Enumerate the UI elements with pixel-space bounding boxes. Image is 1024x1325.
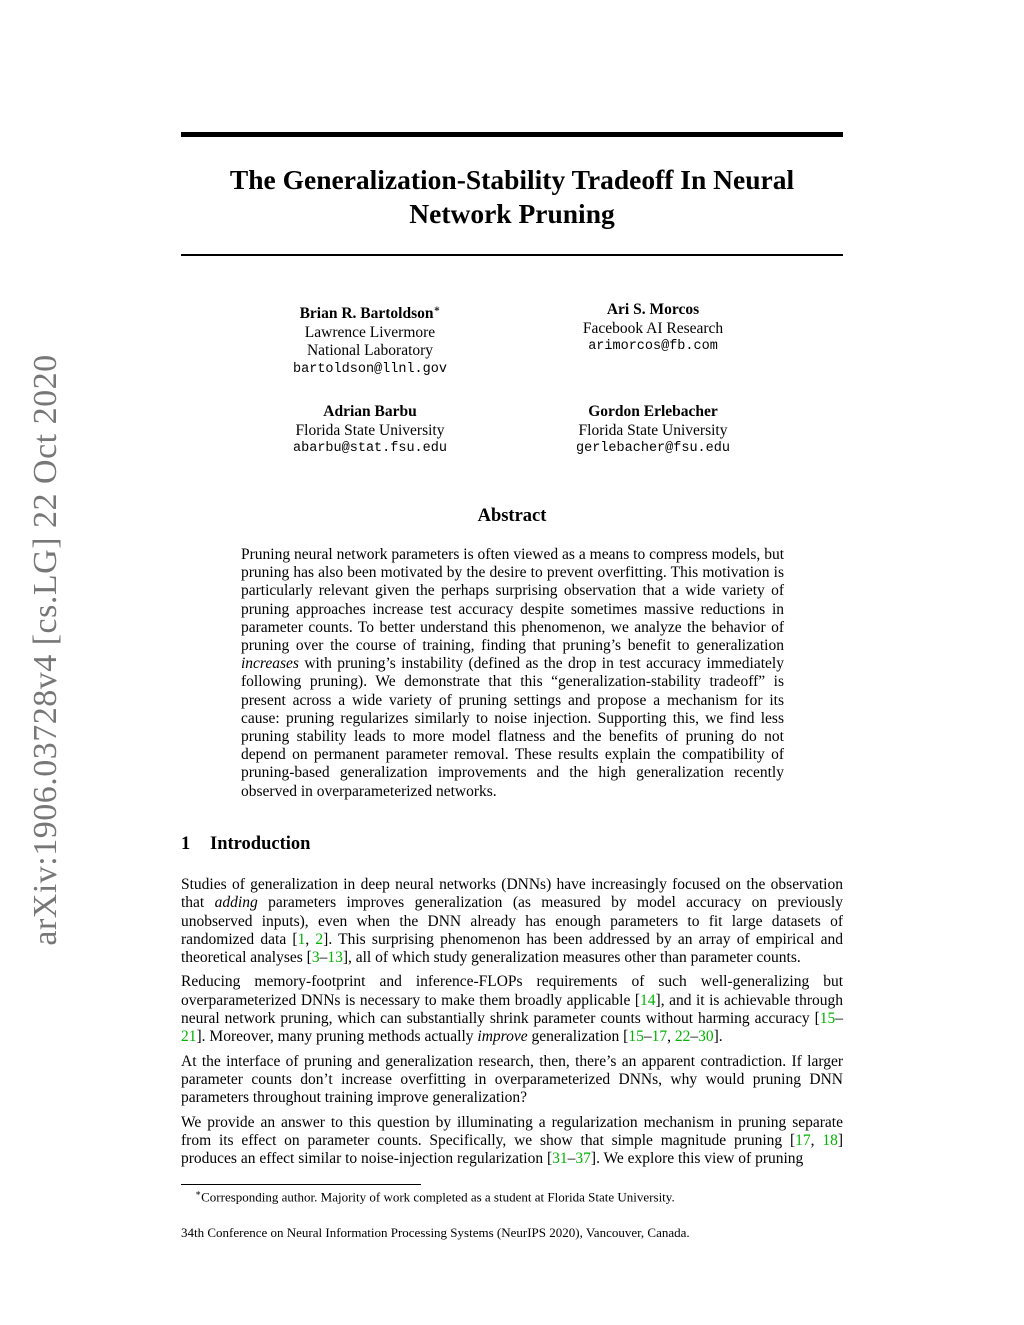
venue-note: 34th Conference on Neural Information Processing Systems (NeurIPS 2020), Vancouver, Canada. (181, 1225, 690, 1240)
paper-title (181, 163, 843, 231)
citation-link[interactable]: 31 (552, 1150, 568, 1168)
paragraph-2: Reducing memory-footprint and inference-FLOPs requirements of such well-generalizing but overparameterized DNNs is necessary to make them broadly applicable [14], and it is achievable through neural network pruning, which can substantially shrink parameter counts without harming accuracy [15–21]. Moreover, many pruning methods actually improve generalization [15–17, 22–30]. (181, 973, 843, 1046)
author-name: Gordon Erlebacher (588, 403, 718, 420)
section-heading (181, 834, 310, 855)
citation-link[interactable]: 13 (327, 949, 343, 967)
citation-link[interactable]: 1 (297, 930, 306, 948)
section-title: Introduction (210, 834, 311, 854)
author-email[interactable]: abarbu@stat.fsu.edu (293, 441, 447, 456)
title-bottom-rule (181, 254, 843, 256)
citation-link[interactable]: 15 (628, 1028, 644, 1046)
author-affiliation: Facebook AI Research (582, 319, 724, 337)
footnote (181, 1188, 843, 1205)
footnote-rule (181, 1184, 421, 1185)
author-block-2 (503, 301, 803, 357)
body-text (181, 876, 843, 1174)
citation-link[interactable]: 17 (795, 1131, 811, 1149)
citation-link[interactable]: 21 (181, 1028, 197, 1046)
author-email[interactable]: bartoldson@llnl.gov (293, 361, 447, 377)
author-affiliation: National Laboratory (306, 342, 434, 360)
author-block-4 (503, 403, 803, 459)
author-email[interactable]: arimorcos@fb.com (588, 339, 718, 354)
citation-link[interactable]: 30 (698, 1028, 714, 1046)
citation-link[interactable]: 17 (651, 1028, 668, 1046)
author-affiliation: Lawrence Livermore (304, 323, 436, 341)
author-block-3 (220, 403, 520, 459)
citation-link[interactable]: 22 (674, 1028, 691, 1046)
section-number: 1 (181, 834, 191, 854)
paragraph-4: We provide an answer to this question by illuminating a regularization mechanism in pruning separate from its effect on parameter counts. Specifically, we show that simple magnitude pruning [17, 18] produces an effect similar to noise-injection regularization [31–37]. We explore this view of pruning (181, 1113, 843, 1168)
arxiv-stamp: arXiv:1906.03728v4 [cs.LG] 22 Oct 2020 (27, 354, 64, 946)
abstract-text: Pruning neural network parameters is often viewed as a means to compress models, but pruning has also been motivated by the desire to prevent overfitting. This motivation is particularly relevant given the perhaps surprising observation that a wide variety of pruning approaches increase test accuracy despite sometimes massive reductions in parameter counts. To better understand this phenomenon, we analyze the behavior of pruning over the course of training, finding that pruning’s benefit to generalization increases with pruning’s instability (defined as the drop in test accuracy immediately following pruning). We demonstrate that this “generalization-stability tradeoff” is present across a wide variety of pruning settings and propose a mechanism for its cause: pruning regularizes similarly to noise injection. Supporting this, we find less pruning stability leads to more model flatness and the benefits of pruning do not depend on permanent parameter removal. These results explain the compatibility of pruning-based generalization improvements and the high generalization recently observed in overparameterized networks. (241, 546, 784, 800)
paragraph-1: Studies of generalization in deep neural networks (DNNs) have increasingly focused on the observation that adding parameters improves generalization (as measured by model accuracy on previously unobserved inputs), even when the DNN already has enough parameters to fit large datasets of randomized data [1, 2]. This surprising phenomenon has been addressed by an array of empirical and theoretical analyses [3–13], all of which study generalization measures other than parameter counts. (181, 876, 843, 967)
citation-link[interactable]: 14 (640, 991, 656, 1009)
citation-link[interactable]: 37 (575, 1150, 591, 1168)
paragraph-3: At the interface of pruning and generalization research, then, there’s an apparent contradiction. If larger parameter counts don’t increase overfitting in overparameterized DNNs, why would pruning DNN parameters throughout training improve generalization? (181, 1052, 843, 1107)
footnote-marker: ∗ (195, 1188, 202, 1198)
author-name: Brian R. Bartoldson (299, 305, 434, 323)
citation-link[interactable]: 18 (822, 1131, 838, 1149)
author-name: Ari S. Morcos (606, 301, 700, 318)
citation-link[interactable]: 15 (819, 1010, 836, 1028)
citation-link[interactable]: 3 (311, 949, 320, 967)
title-line-1: The Generalization-Stability Tradeoff In Neural (229, 164, 795, 195)
citation-link[interactable]: 2 (315, 930, 324, 948)
title-line-2: Network Pruning (409, 198, 615, 229)
footnote-text: Corresponding author. Majority of work completed as a student at Florida State University. (201, 1189, 675, 1205)
author-affiliation: Florida State University (578, 421, 728, 439)
author-affiliation: Florida State University (295, 421, 445, 439)
abstract-heading: Abstract (477, 506, 547, 526)
title-top-rule (181, 132, 843, 137)
author-marker: ∗ (433, 304, 441, 315)
author-name: Adrian Barbu (323, 403, 417, 420)
author-block-1 (220, 301, 520, 379)
author-email[interactable]: gerlebacher@fsu.edu (576, 441, 730, 456)
